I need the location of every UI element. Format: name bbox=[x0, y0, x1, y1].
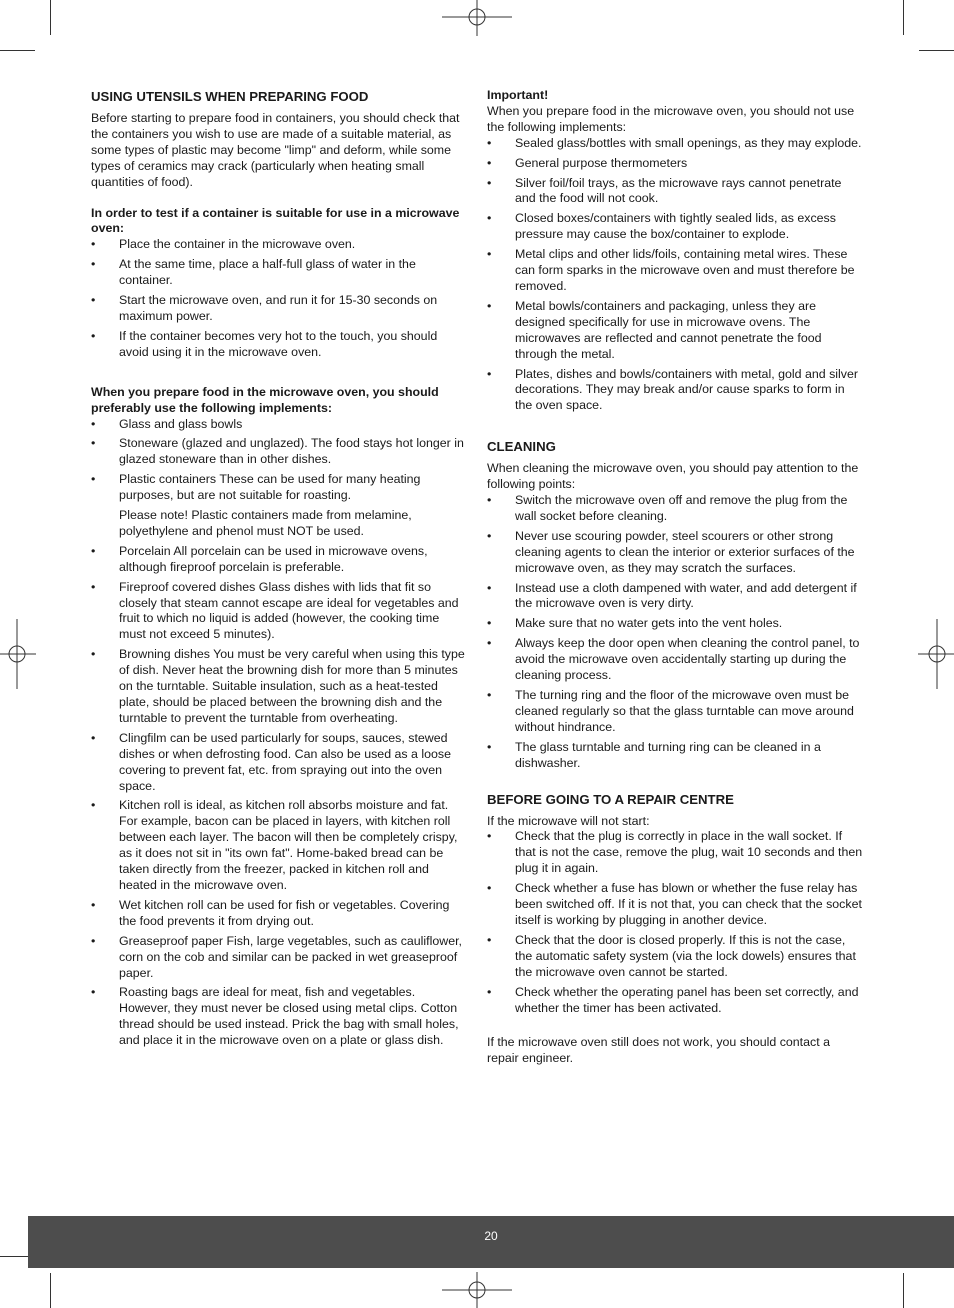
list-item: • Check that the door is closed properly. If this is not the case, the automatic safety system (via the lock dowels) ensures that the microwave oven cannot be started. bbox=[487, 933, 865, 981]
list-item: • General purpose thermometers bbox=[487, 156, 865, 172]
list-item: • Place the container in the microwave oven. bbox=[91, 237, 469, 253]
crop-mark bbox=[903, 1273, 904, 1308]
registration-mark-icon bbox=[0, 619, 36, 689]
list-item: • Never use scouring powder, steel scourers or other strong cleaning agents to clean the interior or exterior surfaces of the microwave oven, as they may scratch the surfaces. bbox=[487, 529, 865, 577]
container-test-list bbox=[91, 237, 469, 360]
footer-bar bbox=[28, 1216, 954, 1268]
repair-list bbox=[487, 829, 865, 1016]
registration-mark-icon bbox=[918, 619, 954, 689]
cleaning-list bbox=[487, 493, 865, 772]
page-number: 20 bbox=[484, 1229, 498, 1243]
crop-mark bbox=[50, 1273, 51, 1308]
list-item bbox=[91, 472, 469, 540]
crop-mark bbox=[903, 0, 904, 35]
list-item: • Greaseproof paper Fish, large vegetables, such as cauliflower, corn on the cob and similar can be packed in wet greaseproof paper. bbox=[91, 934, 469, 982]
list-item: • Plates, dishes and bowls/containers with metal, gold and silver decorations. They may break and/or cause sparks to form in the oven space. bbox=[487, 367, 865, 415]
list-item: • Roasting bags are ideal for meat, fish and vegetables. However, they must never be closed using metal clips. Cotton thread should be used instead. Prick the bag with small holes, and place it in the microwave oven on a plate or glass dish. bbox=[91, 985, 469, 1049]
crop-mark bbox=[0, 50, 35, 51]
repair-outro: If the microwave oven still does not work, you should contact a repair engineer. bbox=[487, 1035, 830, 1066]
repair-intro: If the microwave will not start: bbox=[487, 813, 650, 828]
cleaning-intro: When cleaning the microwave oven, you should pay attention to the following points: bbox=[487, 461, 859, 492]
list-item: • At the same time, place a half-full glass of water in the container. bbox=[91, 257, 469, 289]
list-item: • Wet kitchen roll can be used for fish or vegetables. Covering the food prevents it from drying out. bbox=[91, 898, 469, 930]
preferred-implements-list bbox=[91, 417, 469, 1050]
list-item-text: Plastic containers These can be used for many heating purposes, but are not suitable for roasting. bbox=[119, 472, 421, 503]
list-item: • Always keep the door open when cleaning the control panel, to avoid the microwave oven accidentally starting up during the cleaning process. bbox=[487, 636, 865, 684]
registration-mark-icon bbox=[442, 0, 512, 36]
list-item: • Porcelain All porcelain can be used in microwave ovens, although fireproof porcelain is preferable. bbox=[91, 544, 469, 576]
list-item: • If the container becomes very hot to the touch, you should avoid using it in the microwave oven. bbox=[91, 329, 469, 361]
list-item: • Check whether the operating panel has been set correctly, and whether the timer has been activated. bbox=[487, 985, 865, 1017]
list-item: • Kitchen roll is ideal, as kitchen roll absorbs moisture and fat. For example, bacon can be placed in layers, with kitchen roll between each layer. The bacon will then be completely crispy, as it does not sit in "its own fat". Home-baked bread can be taken directly from the freezer, packed in kitchen roll and heated in the microwave oven. bbox=[91, 798, 469, 893]
list-item: • Browning dishes You must be very careful when using this type of dish. Never heat the browning dish for more than 5 minutes on the turntable. Suitable insulation, such as a heat-tested plate, should be placed between the browning dish and the turntable to prevent the turntable from overheating. bbox=[91, 647, 469, 727]
section-title-utensils: USING UTENSILS WHEN PREPARING FOOD bbox=[91, 89, 369, 104]
avoid-implements-list bbox=[487, 136, 865, 415]
list-item: • Start the microwave oven, and run it for 15-30 seconds on maximum power. bbox=[91, 293, 469, 325]
section-title-repair: BEFORE GOING TO A REPAIR CENTRE bbox=[487, 791, 734, 807]
list-item: • Check whether a fuse has blown or whether the fuse relay has been switched off. If it is not that, you can check that the socket itself is working by plugging in another device. bbox=[487, 881, 865, 929]
list-item: • Sealed glass/bottles with small openings, as they may explode. bbox=[487, 136, 865, 152]
crop-mark bbox=[50, 0, 51, 35]
list-item: • Instead use a cloth dampened with water, and add detergent if the microwave oven is very dirty. bbox=[487, 581, 865, 613]
list-item: • The glass turntable and turning ring can be cleaned in a dishwasher. bbox=[487, 740, 865, 772]
list-item: • Closed boxes/containers with tightly sealed lids, as excess pressure may cause the box/container to explode. bbox=[487, 211, 865, 243]
list-item: • Metal bowls/containers and packaging, unless they are designed specifically for use in microwave ovens. The microwaves are reflected and cannot penetrate the food through the metal. bbox=[487, 299, 865, 363]
list-item: • The turning ring and the floor of the microwave oven must be cleaned regularly so that the glass turntable can move around without hindrance. bbox=[487, 688, 865, 736]
list-item: • Metal clips and other lids/foils, containing metal wires. These can form sparks in the microwave oven and must therefore be removed. bbox=[487, 247, 865, 295]
right-column bbox=[487, 88, 865, 1067]
plastic-warning-note: Please note! Plastic containers made from melamine, polyethylene and phenol must NOT be used. bbox=[119, 508, 412, 538]
list-item: • Fireproof covered dishes Glass dishes with lids that fit so closely that steam cannot escape are ideal for vegetables and fruit to which no liquid is added (however, the cooking time must not exceed 5 minutes). bbox=[91, 580, 469, 644]
utensils-intro: Before starting to prepare food in containers, you should check that the containers you wish to use are made of a suitable material, as some types of plastic may become "limp" and deform, while some types of ceramics may crack (particularly when heating small quantities of food). bbox=[91, 111, 460, 189]
important-label: Important! bbox=[487, 88, 549, 102]
important-intro: When you prepare food in the microwave oven, you should not use the following implements: bbox=[487, 103, 855, 134]
list-item: • Glass and glass bowls bbox=[91, 417, 469, 433]
list-item: • Silver foil/foil trays, as the microwave rays cannot penetrate and the food will not cook. bbox=[487, 176, 865, 208]
list-item: • Make sure that no water gets into the vent holes. bbox=[487, 616, 865, 632]
list-item: • Clingfilm can be used particularly for soups, sauces, stewed dishes or when defrosting food. Can also be used as a loose covering to prevent fat, etc. from spraying out into the oven space. bbox=[91, 731, 469, 795]
registration-mark-icon bbox=[442, 1272, 512, 1308]
list-item: • Check that the plug is correctly in place in the wall socket. If that is not the case, remove the plug, wait 10 seconds and then plug it in again. bbox=[487, 829, 865, 877]
crop-mark bbox=[919, 50, 954, 51]
preferred-implements-heading: When you prepare food in the microwave oven, you should preferably use the following implements: bbox=[91, 384, 439, 415]
container-test-heading: In order to test if a container is suitable for use in a microwave oven: bbox=[91, 205, 460, 236]
section-title-cleaning: CLEANING bbox=[487, 439, 556, 455]
left-column bbox=[91, 88, 469, 1053]
list-item: • Stoneware (glazed and unglazed). The food stays hot longer in glazed stoneware than in other dishes. bbox=[91, 436, 469, 468]
list-item: • Switch the microwave oven off and remove the plug from the wall socket before cleaning. bbox=[487, 493, 865, 525]
